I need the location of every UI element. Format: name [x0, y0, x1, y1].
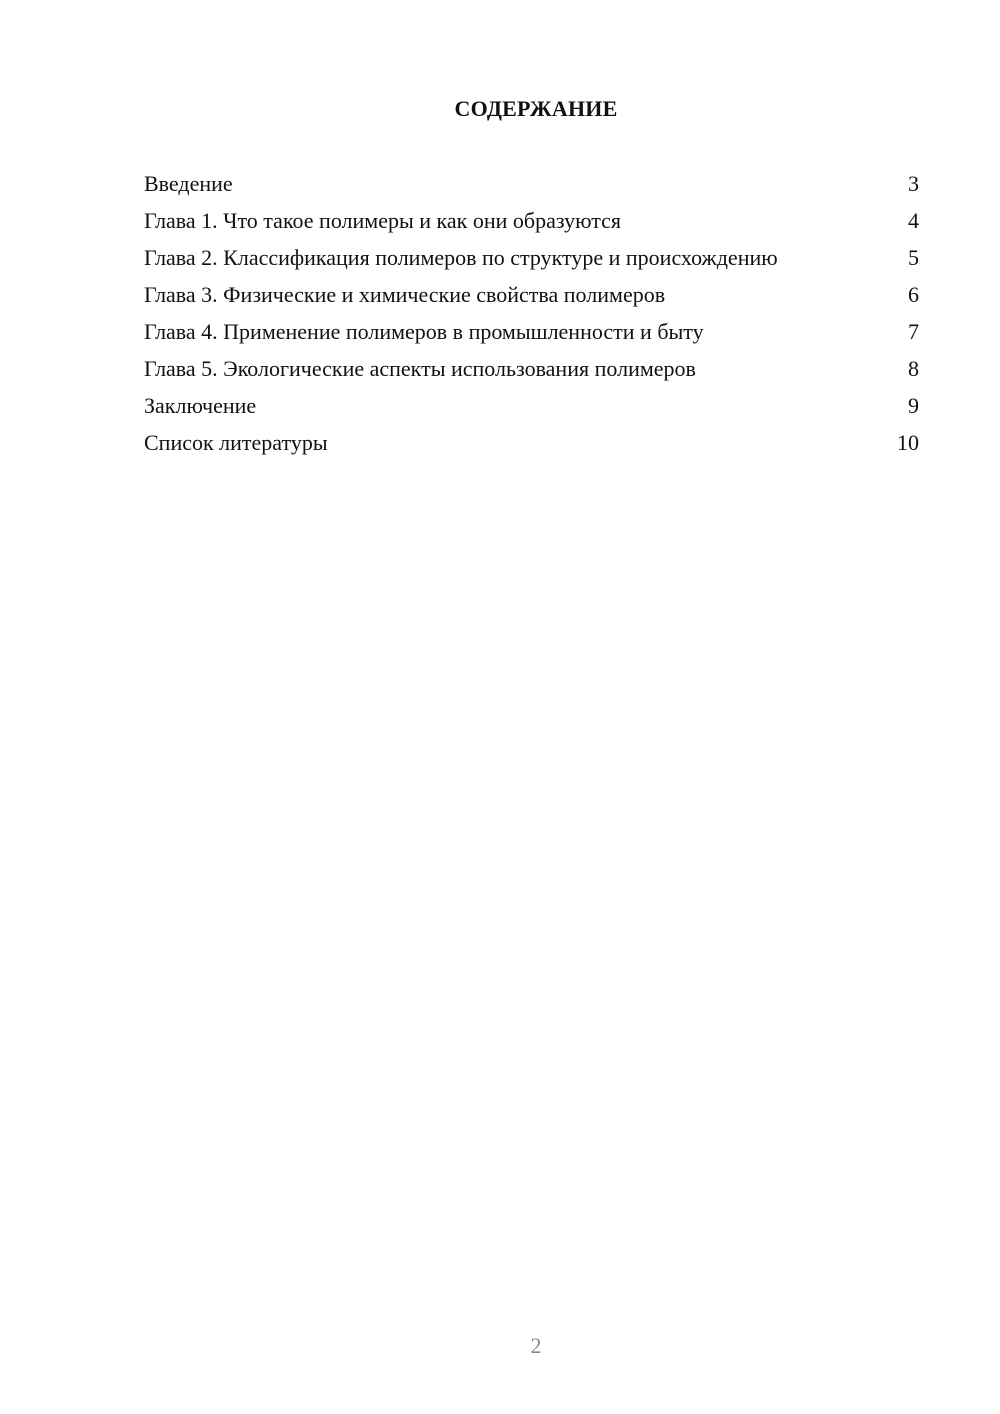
toc-entry-page: 3	[908, 171, 919, 196]
toc-entry-page: 4	[908, 208, 919, 233]
toc-entry-page: 8	[908, 356, 919, 381]
toc-entry-page: 7	[908, 319, 919, 344]
toc-entry-title: Список литературы	[144, 430, 328, 455]
toc-entry-conclusion	[144, 393, 919, 419]
page-title: СОДЕРЖАНИЕ	[454, 96, 618, 121]
toc-entry-page: 5	[908, 245, 919, 270]
toc-entry-title: Заключение	[144, 393, 257, 418]
toc-entry-title: Глава 1. Что такое полимеры и как они образуются	[144, 208, 621, 233]
toc-entry-chapter-4	[144, 319, 919, 345]
toc-entry-chapter-5	[144, 356, 919, 382]
toc-entry-introduction	[144, 171, 919, 197]
table-of-contents	[144, 171, 919, 467]
toc-entry-title: Глава 4. Применение полимеров в промышленности и быту	[144, 319, 704, 344]
toc-entry-title: Глава 3. Физические и химические свойства полимеров	[144, 282, 666, 307]
page-number: 2	[530, 1333, 542, 1358]
toc-entry-page: 10	[897, 430, 919, 455]
toc-entry-title: Глава 5. Экологические аспекты использования полимеров	[144, 356, 696, 381]
toc-entry-chapter-3	[144, 282, 919, 308]
toc-entry-title: Глава 2. Классификация полимеров по структуре и происхождению	[144, 245, 778, 270]
toc-entry-chapter-1	[144, 208, 919, 234]
toc-entry-references	[144, 430, 919, 456]
toc-entry-chapter-2	[144, 245, 919, 271]
toc-entry-page: 9	[908, 393, 919, 418]
toc-entry-page: 6	[908, 282, 919, 307]
toc-entry-title: Введение	[144, 171, 233, 196]
